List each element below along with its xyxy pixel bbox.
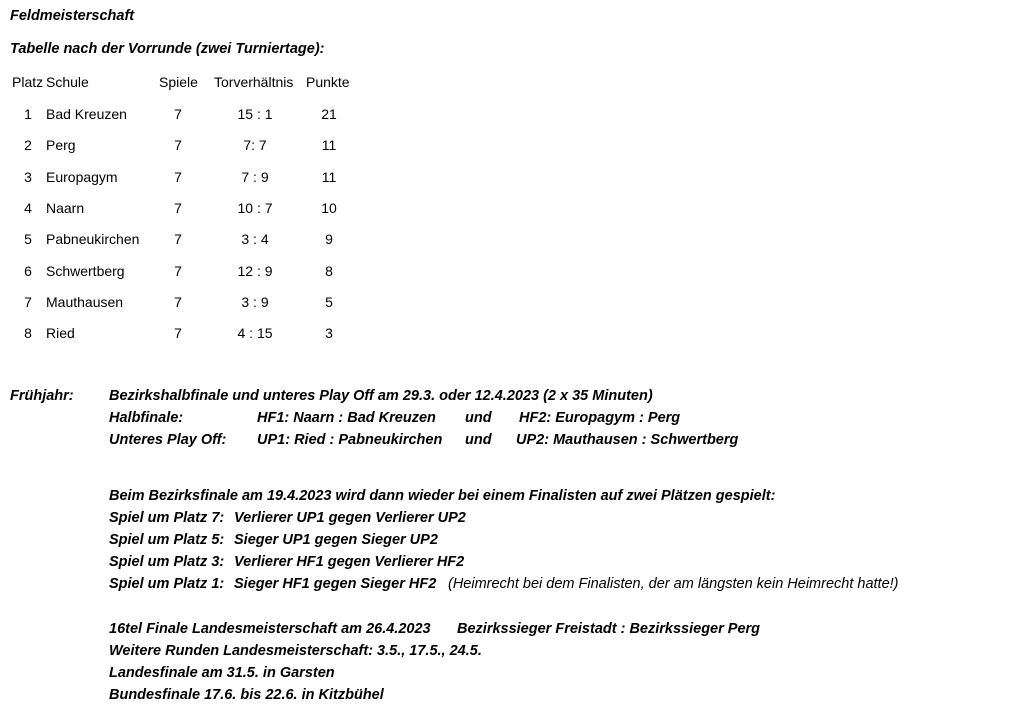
- cell-schule: Europagym: [46, 169, 118, 185]
- header-torverhaeltnis: Torverhältnis: [214, 74, 294, 90]
- cell-torverhaeltnis: 7 : 9: [241, 169, 269, 185]
- und-2: und: [465, 432, 492, 448]
- header-spiele: Spiele: [159, 74, 198, 90]
- cell-torverhaeltnis: 4 : 15: [237, 325, 273, 341]
- cell-spiele: 7: [174, 106, 182, 122]
- cell-punkte: 5: [325, 294, 333, 310]
- cell-punkte: 9: [325, 231, 333, 247]
- cell-platz: 8: [24, 325, 32, 341]
- cell-schule: Naarn: [46, 200, 85, 216]
- cell-platz: 4: [24, 200, 32, 216]
- cell-platz: 7: [24, 294, 32, 310]
- cell-torverhaeltnis: 12 : 9: [237, 263, 273, 279]
- game-label-1: Spiel um Platz 1:: [109, 576, 225, 592]
- game-text-7: Verlierer UP1 gegen Verlierer UP2: [234, 510, 466, 526]
- cell-platz: 1: [24, 106, 32, 122]
- table-caption: Tabelle nach der Vorrunde (zwei Turniertage):: [10, 41, 325, 57]
- cell-schule: Mauthausen: [46, 294, 124, 310]
- sixteenth-final: 16tel Finale Landesmeisterschaft am 26.4.2023: [109, 621, 431, 637]
- cell-torverhaeltnis: 10 : 7: [237, 200, 273, 216]
- up1-match: UP1: Ried : Pabneukirchen: [257, 432, 443, 448]
- game-text-1: Sieger HF1 gegen Sieger HF2: [234, 576, 437, 592]
- cell-platz: 5: [24, 231, 32, 247]
- cell-schule: Bad Kreuzen: [46, 106, 127, 122]
- cell-platz: 6: [24, 263, 32, 279]
- header-punkte: Punkte: [306, 74, 350, 90]
- hf1-match: HF1: Naarn : Bad Kreuzen: [257, 410, 436, 426]
- cell-schule: Pabneukirchen: [46, 231, 140, 247]
- cell-schule: Ried: [46, 325, 75, 341]
- cell-punkte: 11: [321, 137, 337, 153]
- cell-schule: Schwertberg: [46, 263, 125, 279]
- header-platz: Platz: [12, 74, 44, 90]
- further-rounds: Weitere Runden Landesmeisterschaft: 3.5., 17.5., 24.5.: [109, 643, 482, 659]
- cell-torverhaeltnis: 15 : 1: [237, 106, 273, 122]
- cell-torverhaeltnis: 7: 7: [243, 137, 267, 153]
- cell-platz: 2: [24, 137, 32, 153]
- cell-punkte: 3: [325, 325, 333, 341]
- cell-punkte: 21: [321, 106, 337, 122]
- game-label-3: Spiel um Platz 3:: [109, 554, 225, 570]
- heimrecht-note: (Heimrecht bei dem Finalisten, der am längsten kein Heimrecht hatte!): [448, 576, 899, 592]
- sixteenth-final-match: Bezirkssieger Freistadt : Bezirkssieger Perg: [457, 621, 761, 637]
- page-title: Feldmeisterschaft: [10, 8, 135, 24]
- cell-punkte: 11: [321, 169, 337, 185]
- header-schule: Schule: [46, 74, 89, 90]
- game-text-3: Verlierer HF1 gegen Verlierer HF2: [234, 554, 465, 570]
- und-1: und: [465, 410, 492, 426]
- cell-spiele: 7: [174, 294, 182, 310]
- cell-torverhaeltnis: 3 : 4: [241, 231, 269, 247]
- cell-torverhaeltnis: 3 : 9: [241, 294, 269, 310]
- up2-match: UP2: Mauthausen : Schwertberg: [516, 432, 739, 448]
- cell-schule: Perg: [46, 137, 76, 153]
- cell-spiele: 7: [174, 137, 182, 153]
- spring-label: Frühjahr:: [10, 388, 74, 404]
- game-label-7: Spiel um Platz 7:: [109, 510, 225, 526]
- cell-spiele: 7: [174, 169, 182, 185]
- cell-punkte: 8: [325, 263, 333, 279]
- game-text-5: Sieger UP1 gegen Sieger UP2: [234, 532, 438, 548]
- cell-platz: 3: [24, 169, 32, 185]
- hf2-match: HF2: Europagym : Perg: [519, 410, 681, 426]
- final-intro: Beim Bezirksfinale am 19.4.2023 wird dann wieder bei einem Finalisten auf zwei Plätzen gespielt:: [109, 488, 776, 504]
- cell-spiele: 7: [174, 231, 182, 247]
- cell-spiele: 7: [174, 200, 182, 216]
- game-label-5: Spiel um Platz 5:: [109, 532, 225, 548]
- playoff-label: Unteres Play Off:: [109, 432, 227, 448]
- cell-punkte: 10: [321, 200, 337, 216]
- bundesfinale: Bundesfinale 17.6. bis 22.6. in Kitzbühel: [109, 687, 384, 703]
- cell-spiele: 7: [174, 263, 182, 279]
- spring-line-1: Bezirkshalbfinale und unteres Play Off am 29.3. oder 12.4.2023 (2 x 35 Minuten): [109, 388, 653, 404]
- cell-spiele: 7: [174, 325, 182, 341]
- halbfinale-label: Halbfinale:: [109, 410, 184, 426]
- landesfinale: Landesfinale am 31.5. in Garsten: [109, 665, 335, 681]
